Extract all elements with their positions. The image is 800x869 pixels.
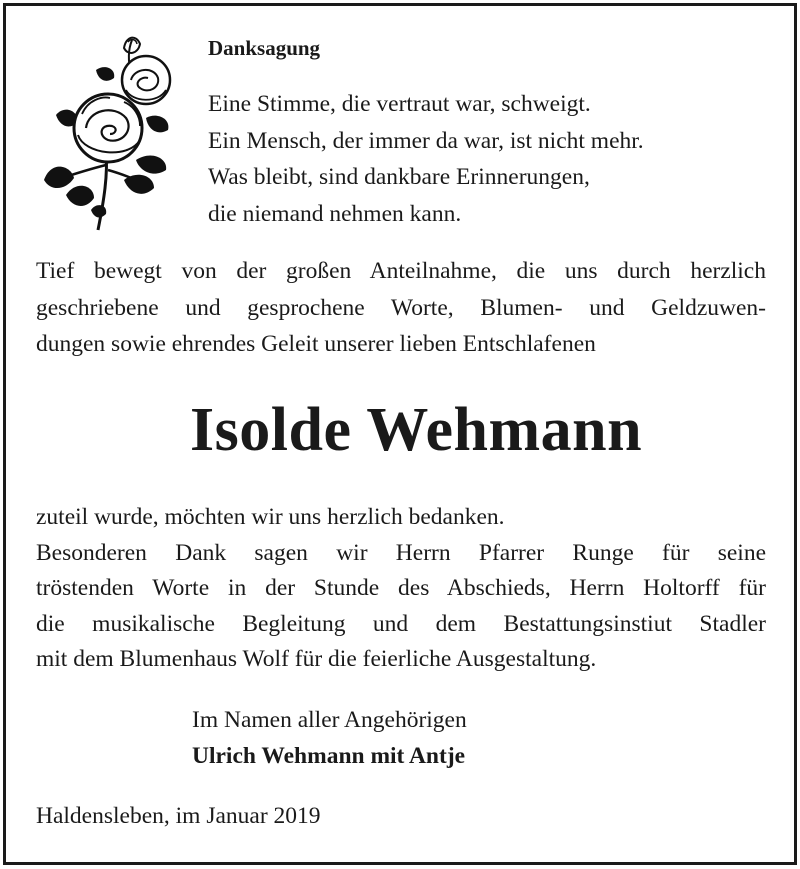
signature (192, 704, 467, 776)
intro-line: Tief bewegt von der großen Anteilnahme, die uns durch herzlich (36, 258, 766, 284)
body-line: die musikalische Begleitung und dem Bestattungsinstiut Stadler (36, 610, 766, 637)
intro-line: geschriebene und gesprochene Worte, Blumen- und Geldzuwen- (36, 294, 766, 321)
body-line: mit dem Blumenhaus Wolf für die feierliche Ausgestaltung. (36, 646, 597, 672)
poem-line: Ein Mensch, der immer da war, ist nicht mehr. (208, 127, 644, 154)
heading: Danksagung (208, 36, 321, 60)
poem-line: Was bleibt, sind dankbare Erinnerungen, (208, 164, 590, 190)
signature-names: Ulrich Wehmann mit Antje (192, 743, 466, 769)
intro-paragraph (36, 255, 766, 365)
body-line: zuteil wurde, möchten wir uns herzlich bedanken. (36, 504, 505, 530)
poem-line: die niemand nehmen kann. (208, 200, 462, 227)
rose-icon (36, 30, 186, 235)
place-date: Haldensleben, im Januar 2019 (36, 803, 321, 829)
deceased-name: Isolde Wehmann (190, 396, 643, 464)
body-paragraph (36, 501, 766, 679)
signature-line: Im Namen aller Angehörigen (192, 707, 467, 733)
poem (208, 88, 644, 234)
intro-line: dungen sowie ehrendes Geleit unserer lieben Entschlafenen (36, 331, 596, 357)
body-line: tröstenden Worte in der Stunde des Abschieds, Herrn Holtorff für (36, 575, 766, 601)
poem-line: Eine Stimme, die vertraut war, schweigt. (208, 91, 591, 117)
body-line: Besonderen Dank sagen wir Herrn Pfarrer Runge für seine (36, 539, 766, 566)
